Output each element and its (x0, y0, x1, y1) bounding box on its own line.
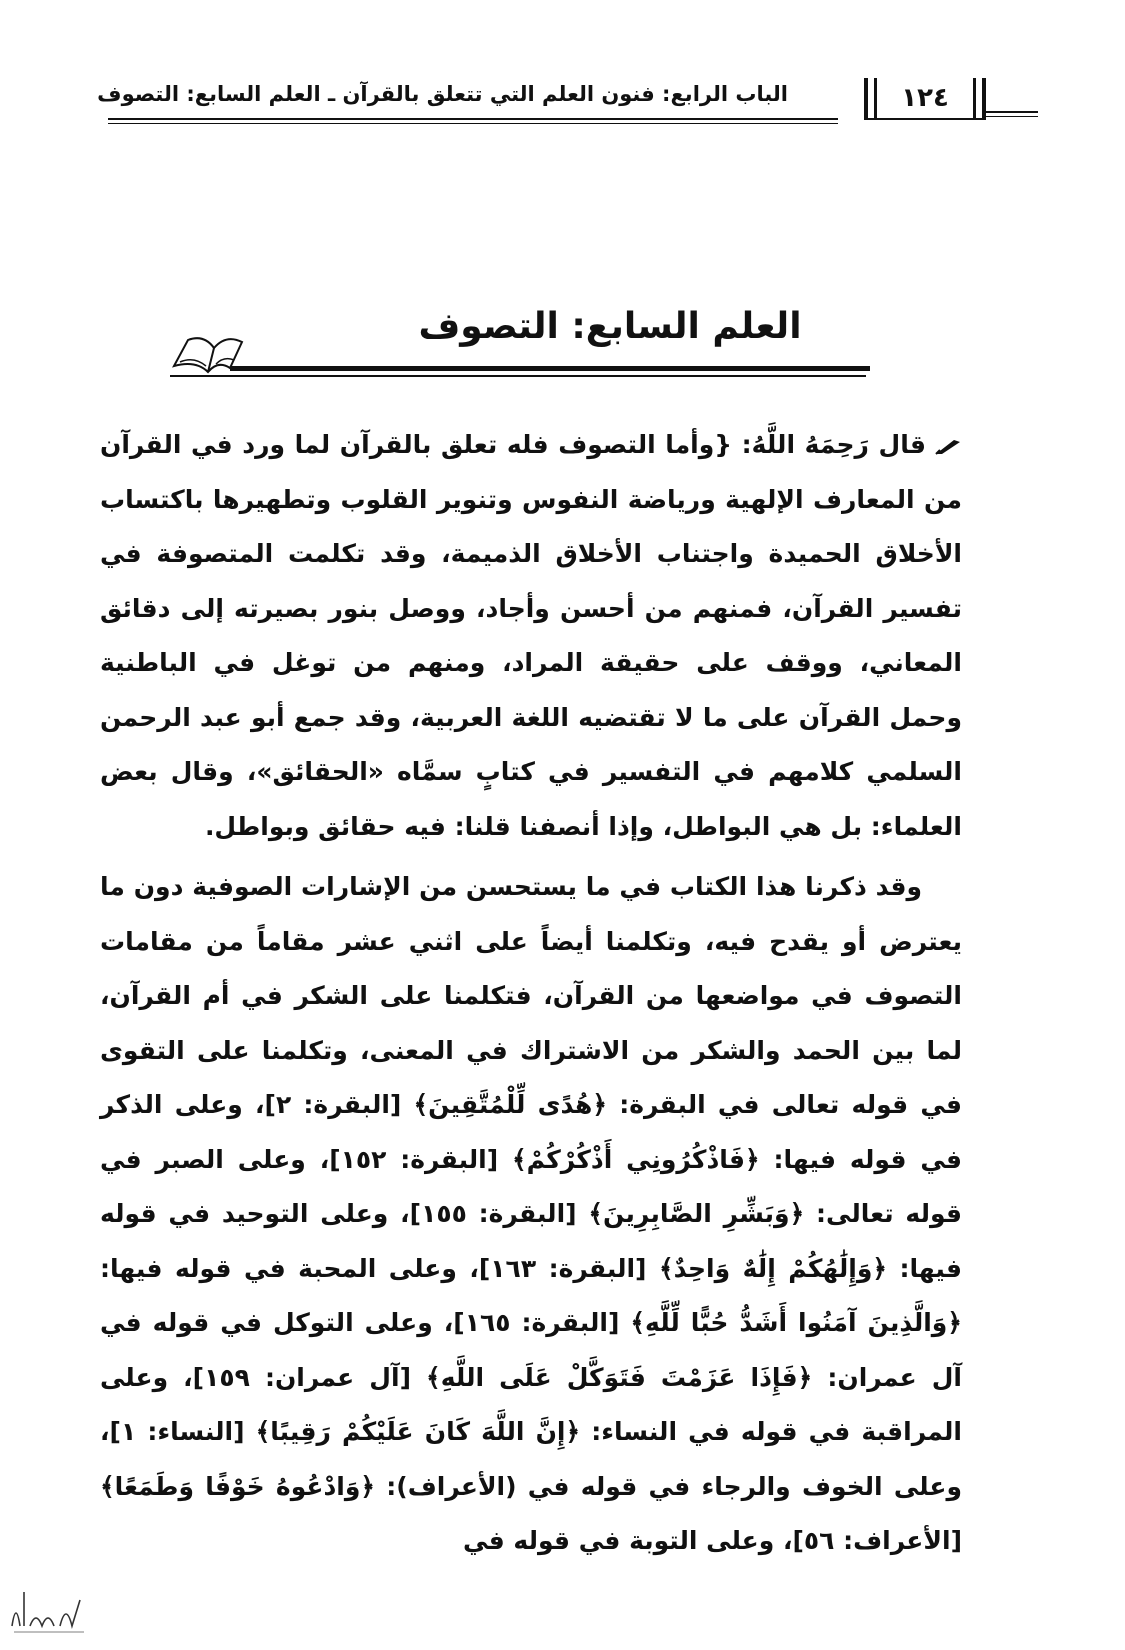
body-text (100, 418, 962, 1569)
section-title: العلم السابع: التصوف (418, 306, 802, 347)
paragraph-2: وقد ذكرنا هذا الكتاب في ما يستحسن من الإشارات الصوفية دون ما يعترض أو يقدح فيه، وتكلمنا أيضاً على اثني عشر مقاماً من مقامات التصوف في مواضعها من القرآن، فتكلمنا على الشكر في أم القرآن، لما بين الحمد والشكر من الاشتراك في المعنى، وتكلمنا على التقوى في قوله تعالى في البقرة: ﴿هُدًى لِّلْمُتَّقِينَ﴾ [البقرة: ٢]، وعلى الذكر في قوله فيها: ﴿فَاذْكُرُونِي أَذْكُرْكُمْ﴾ [البقرة: ١٥٢]، وعلى الصبر في قوله تعالى: ﴿وَبَشِّرِ الصَّابِرِينَ﴾ [البقرة: ١٥٥]، وعلى التوحيد في قوله فيها: ﴿وَإِلَٰهُكُمْ إِلَٰهٌ وَاحِدٌ﴾ [البقرة: ١٦٣]، وعلى المحبة في قوله فيها: ﴿وَالَّذِينَ آمَنُوا أَشَدُّ حُبًّا لِّلَّهِ﴾ [البقرة: ١٦٥]، وعلى التوكل في قوله في آل عمران: ﴿فَإِذَا عَزَمْتَ فَتَوَكَّلْ عَلَى اللَّهِ﴾ [آل عمران: ١٥٩]، وعلى المراقبة في قوله في النساء: ﴿إِنَّ اللَّهَ كَانَ عَلَيْكُمْ رَقِيبًا﴾ [النساء: ١]، وعلى الخوف والرجاء في قوله في (الأعراف): ﴿وَادْعُوهُ خَوْفًا وَطَمَعًا﴾ [الأعراف: ٥٦]، وعلى التوبة في قوله في (100, 872, 963, 1555)
page-number (864, 78, 986, 118)
header-rule-thin (108, 123, 838, 124)
page-number-side-rule (986, 111, 1038, 113)
page-number-text: ١٢٤ (901, 83, 949, 113)
heading-rule-thin (170, 375, 866, 377)
page-number-side-rule-thin (986, 116, 1038, 117)
calligraphy-watermark-icon (6, 1580, 90, 1640)
running-header (97, 78, 1008, 134)
open-book-icon (170, 326, 246, 376)
pen-icon (934, 436, 962, 456)
section-heading (170, 306, 870, 386)
running-header-title: الباب الرابع: فنون العلم التي تتعلق بالقرآن ـ العلم السابع: التصوف (97, 82, 788, 106)
paragraph-1-text: قال رَحِمَهُ اللَّهُ: {وأما التصوف فله تعلق بالقرآن لما ورد في القرآن من المعارف الإلهية ورياضة النفوس وتنوير القلوب وتطهيرها باكتساب الأخلاق الحميدة واجتناب الأخلاق الذميمة، وقد تكلمت المتصوفة في تفسير القرآن، فمنهم من أحسن وأجاد، ووصل بنور بصيرته إلى دقائق المعاني، ووقف على حقيقة المراد، ومنهم من توغل في الباطنية وحمل القرآن على ما لا تقتضيه اللغة العربية، وقد جمع أبو عبد الرحمن السلمي كلامهم في التفسير في كتابٍ سمَّاه «الحقائق»، وقال بعض العلماء: بل هي البواطل، وإذا أنصفنا قلنا: فيه حقائق وبواطل. (100, 430, 962, 841)
heading-rule (230, 366, 870, 371)
page-number-underline (864, 118, 986, 120)
paragraph-1 (100, 418, 962, 854)
header-rule (108, 118, 838, 120)
